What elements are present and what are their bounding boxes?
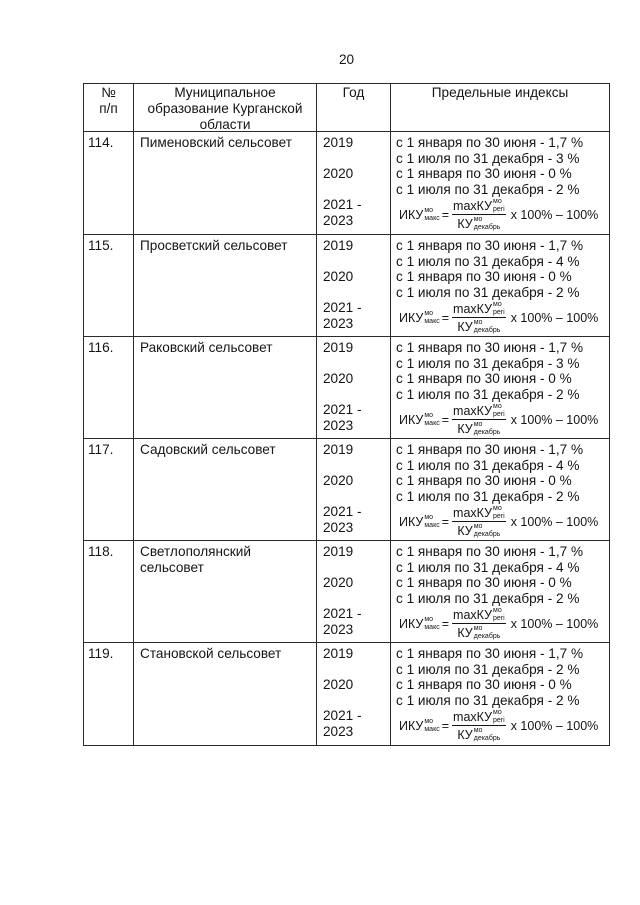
formula-denominator-sup: мо xyxy=(473,319,483,326)
formula-lhs xyxy=(399,616,440,631)
index-line: с 1 января по 30 июня - 0 % xyxy=(396,473,572,489)
index-line: с 1 января по 30 июня - 1,7 % xyxy=(396,340,584,355)
formula-lhs-sub: макс xyxy=(424,522,440,529)
formula-numerator-scripts xyxy=(493,301,505,316)
formula-lhs-sup: мо xyxy=(424,207,434,214)
index-line: с 1 июля по 31 декабря - 2 % xyxy=(396,692,580,708)
formula-lhs-scripts xyxy=(424,412,439,427)
formula-numerator-sup: мо xyxy=(493,403,502,410)
formula-denominator-sup: мо xyxy=(473,421,483,428)
table-row xyxy=(84,132,610,235)
formula-numerator-base: maxКУ xyxy=(453,403,493,418)
formula-numerator-scripts xyxy=(493,607,505,622)
formula-denominator-base: КУ xyxy=(457,625,473,640)
index-formula xyxy=(399,197,598,232)
formula-lhs-sup: мо xyxy=(424,718,434,725)
formula-lhs-sub: макс xyxy=(424,624,440,631)
year-period-start: 2021 - xyxy=(323,606,362,622)
formula-lhs-scripts xyxy=(424,514,439,529)
year-2019: 2019 xyxy=(323,340,354,355)
index-formula xyxy=(399,708,598,743)
row-number-cell xyxy=(84,235,134,337)
formula-tail: х 100% – 100% xyxy=(510,514,599,529)
formula-numerator-sup: мо xyxy=(493,607,502,614)
formula-numerator-base: maxКУ xyxy=(453,607,493,622)
header-indices: Предельные индексы xyxy=(431,85,569,100)
municipality-cell xyxy=(134,337,317,439)
formula-lhs-base: ИКУ xyxy=(399,718,424,733)
header-number-symbol: № xyxy=(101,85,116,100)
municipality-cell xyxy=(134,439,317,541)
formula-denominator xyxy=(457,624,500,640)
table-header-row xyxy=(84,84,610,132)
municipality-name: Раковский сельсовет xyxy=(140,340,273,355)
index-line: с 1 июля по 31 декабря - 2 % xyxy=(396,488,580,504)
formula-equals: = xyxy=(441,514,450,529)
year-2020: 2020 xyxy=(323,371,354,387)
formula-lhs-sub: макс xyxy=(424,726,440,733)
indices-cell xyxy=(391,643,610,746)
formula-numerator-sup: мо xyxy=(493,505,502,512)
index-line: с 1 января по 30 июня - 0 % xyxy=(396,166,572,182)
index-formula xyxy=(399,504,598,539)
formula-tail: х 100% – 100% xyxy=(510,310,599,325)
municipality-cell xyxy=(134,235,317,337)
year-period-end: 2023 xyxy=(323,520,354,535)
formula-numerator xyxy=(452,505,506,522)
index-line: с 1 января по 30 июня - 1,7 % xyxy=(396,646,584,661)
formula-numerator-sub: peri xyxy=(493,513,505,520)
row-number: 114. xyxy=(88,135,114,150)
formula-denominator-scripts xyxy=(474,727,501,742)
year-period-end: 2023 xyxy=(323,213,354,228)
index-line: с 1 января по 30 июня - 0 % xyxy=(396,371,572,387)
municipality-cell xyxy=(134,643,317,746)
formula-denominator-base: КУ xyxy=(457,523,473,538)
formula-denominator-scripts xyxy=(474,625,501,640)
formula-equals: = xyxy=(441,718,450,733)
page-number: 20 xyxy=(338,52,355,67)
formula-denominator-sup: мо xyxy=(473,216,483,223)
year-period-start: 2021 - xyxy=(323,708,362,724)
formula-denominator-base: КУ xyxy=(457,319,473,334)
formula-denominator-sub: декабрь xyxy=(473,327,501,334)
year-cell xyxy=(317,235,391,337)
year-cell xyxy=(317,132,391,235)
formula-denominator-scripts xyxy=(474,319,501,334)
table-row xyxy=(84,235,610,337)
formula-lhs-scripts xyxy=(424,718,439,733)
formula-numerator-base: maxКУ xyxy=(453,301,493,316)
index-line: с 1 июля по 31 декабря - 2 % xyxy=(396,284,580,300)
year-period-end: 2023 xyxy=(323,418,354,433)
municipality-cell xyxy=(134,541,317,643)
index-line: с 1 января по 30 июня - 1,7 % xyxy=(396,238,584,253)
year-2020: 2020 xyxy=(323,166,354,182)
year-period-end: 2023 xyxy=(323,724,354,739)
formula-equals: = xyxy=(441,616,450,631)
index-line: с 1 января по 30 июня - 1,7 % xyxy=(396,544,584,559)
formula-fraction xyxy=(452,709,506,742)
formula-numerator-base: maxКУ xyxy=(453,198,493,213)
formula-lhs xyxy=(399,207,440,222)
table-body xyxy=(84,132,610,746)
row-number-cell xyxy=(84,541,134,643)
formula-numerator-scripts xyxy=(493,403,505,418)
formula-denominator-sup: мо xyxy=(473,625,483,632)
formula-denominator-base: КУ xyxy=(457,421,473,436)
formula-lhs-base: ИКУ xyxy=(399,207,424,222)
row-number: 118. xyxy=(88,544,114,559)
year-period-start: 2021 - xyxy=(323,504,362,520)
formula-numerator xyxy=(452,198,506,215)
year-cell xyxy=(317,541,391,643)
formula-numerator-base: maxКУ xyxy=(453,709,493,724)
header-number-abbr: п/п xyxy=(99,101,118,116)
formula-numerator-sub: peri xyxy=(493,411,505,418)
formula-fraction xyxy=(452,403,506,436)
municipality-cell xyxy=(134,132,317,235)
year-2019: 2019 xyxy=(323,135,354,150)
formula-numerator-sub: peri xyxy=(493,717,505,724)
formula-lhs-base: ИКУ xyxy=(399,412,424,427)
formula-denominator-sub: декабрь xyxy=(473,429,501,436)
formula-equals: = xyxy=(441,207,450,222)
year-period-start: 2021 - xyxy=(323,197,362,213)
formula-denominator xyxy=(457,318,500,334)
formula-numerator-sub: peri xyxy=(493,206,505,213)
index-line: с 1 июля по 31 декабря - 4 % xyxy=(396,457,580,473)
formula-lhs-scripts xyxy=(424,310,439,325)
row-number-cell xyxy=(84,439,134,541)
formula-equals: = xyxy=(441,310,450,325)
formula-lhs-scripts xyxy=(424,616,439,631)
formula-numerator xyxy=(452,301,506,318)
row-number-cell xyxy=(84,337,134,439)
formula-denominator-sub: декабрь xyxy=(473,531,501,538)
year-2020: 2020 xyxy=(323,677,354,693)
municipality-name: Пименовский сельсовет xyxy=(140,135,292,150)
index-formula xyxy=(399,606,598,641)
formula-denominator xyxy=(457,726,500,742)
index-formula xyxy=(399,300,598,335)
header-year-cell xyxy=(317,84,391,132)
formula-lhs-base: ИКУ xyxy=(399,310,424,325)
formula-denominator-sup: мо xyxy=(473,727,483,734)
year-2019: 2019 xyxy=(323,442,354,457)
formula-denominator xyxy=(457,522,500,538)
formula-denominator-sub: декабрь xyxy=(473,633,501,640)
formula-denominator-scripts xyxy=(474,216,501,231)
index-line: с 1 января по 30 июня - 0 % xyxy=(396,677,572,693)
formula-numerator-scripts xyxy=(493,505,505,520)
table-row xyxy=(84,541,610,643)
formula-numerator xyxy=(452,709,506,726)
indices-table xyxy=(83,83,610,746)
formula-numerator-sup: мо xyxy=(493,198,502,205)
index-line: с 1 января по 30 июня - 0 % xyxy=(396,269,572,285)
formula-numerator-scripts xyxy=(493,709,505,724)
formula-lhs-sub: макс xyxy=(424,215,440,222)
formula-lhs-sub: макс xyxy=(424,318,440,325)
formula-denominator xyxy=(457,420,500,436)
municipality-name: Становской сельсовет xyxy=(140,646,282,661)
formula-lhs xyxy=(399,514,440,529)
table-row xyxy=(84,337,610,439)
formula-lhs-base: ИКУ xyxy=(399,514,424,529)
formula-lhs-sup: мо xyxy=(424,310,434,317)
formula-numerator-sub: peri xyxy=(493,615,505,622)
municipality-name: Светлополянский сельсовет xyxy=(140,544,251,575)
index-line: с 1 июля по 31 декабря - 2 % xyxy=(396,386,580,402)
year-period-end: 2023 xyxy=(323,316,354,331)
formula-fraction xyxy=(452,301,506,334)
index-line: с 1 июля по 31 декабря - 2 % xyxy=(396,181,580,197)
header-number-cell xyxy=(84,84,134,132)
index-line: с 1 июля по 31 декабря - 3 % xyxy=(396,150,580,166)
formula-tail: х 100% – 100% xyxy=(510,718,599,733)
formula-lhs-scripts xyxy=(424,207,439,222)
year-cell xyxy=(317,643,391,746)
indices-cell xyxy=(391,235,610,337)
formula-denominator-sub: декабрь xyxy=(473,224,501,231)
year-2019: 2019 xyxy=(323,646,354,661)
formula-denominator-scripts xyxy=(474,523,501,538)
formula-numerator xyxy=(452,403,506,420)
index-formula xyxy=(399,402,598,437)
formula-numerator-sup: мо xyxy=(493,301,502,308)
index-line: с 1 июля по 31 декабря - 2 % xyxy=(396,661,580,677)
municipality-name: Просветский сельсовет xyxy=(140,238,288,253)
formula-lhs-sup: мо xyxy=(424,514,434,521)
formula-fraction xyxy=(452,505,506,538)
formula-numerator-sub: peri xyxy=(493,309,505,316)
formula-lhs-sup: мо xyxy=(424,616,434,623)
year-2019: 2019 xyxy=(323,238,354,253)
formula-numerator-scripts xyxy=(493,198,505,213)
header-municipality: Муниципальное образование Курганской области xyxy=(147,85,303,132)
formula-denominator-scripts xyxy=(474,421,501,436)
formula-denominator-sub: декабрь xyxy=(473,735,501,742)
table-row xyxy=(84,643,610,746)
index-line: с 1 июля по 31 декабря - 4 % xyxy=(396,559,580,575)
index-line: с 1 января по 30 июня - 0 % xyxy=(396,575,572,591)
formula-tail: х 100% – 100% xyxy=(510,616,599,631)
year-2020: 2020 xyxy=(323,575,354,591)
formula-lhs xyxy=(399,310,440,325)
row-number: 116. xyxy=(88,340,114,355)
year-period-start: 2021 - xyxy=(323,402,362,418)
formula-equals: = xyxy=(441,412,450,427)
index-line: с 1 июля по 31 декабря - 4 % xyxy=(396,253,580,269)
formula-lhs-base: ИКУ xyxy=(399,616,424,631)
year-2019: 2019 xyxy=(323,544,354,559)
header-indices-cell xyxy=(391,84,610,132)
index-line: с 1 января по 30 июня - 1,7 % xyxy=(396,135,584,150)
year-cell xyxy=(317,439,391,541)
formula-denominator-sup: мо xyxy=(473,523,483,530)
index-line: с 1 июля по 31 декабря - 2 % xyxy=(396,590,580,606)
formula-numerator xyxy=(452,607,506,624)
indices-cell xyxy=(391,132,610,235)
formula-tail: х 100% – 100% xyxy=(510,207,599,222)
row-number-cell xyxy=(84,643,134,746)
formula-denominator-base: КУ xyxy=(457,216,473,231)
year-cell xyxy=(317,337,391,439)
year-2020: 2020 xyxy=(323,269,354,285)
formula-lhs xyxy=(399,718,440,733)
table-row xyxy=(84,439,610,541)
formula-lhs xyxy=(399,412,440,427)
index-line: с 1 июля по 31 декабря - 3 % xyxy=(396,355,580,371)
formula-denominator xyxy=(457,215,500,231)
indices-cell xyxy=(391,337,610,439)
row-number: 119. xyxy=(88,646,114,661)
row-number: 117. xyxy=(88,442,114,457)
formula-numerator-base: maxКУ xyxy=(453,505,493,520)
formula-fraction xyxy=(452,607,506,640)
index-line: с 1 января по 30 июня - 1,7 % xyxy=(396,442,584,457)
row-number-cell xyxy=(84,132,134,235)
indices-cell xyxy=(391,439,610,541)
formula-fraction xyxy=(452,198,506,231)
row-number: 115. xyxy=(88,238,114,253)
formula-lhs-sub: макс xyxy=(424,420,440,427)
formula-numerator-sup: мо xyxy=(493,709,502,716)
year-2020: 2020 xyxy=(323,473,354,489)
year-period-start: 2021 - xyxy=(323,300,362,316)
header-municipality-cell xyxy=(134,84,317,132)
year-period-end: 2023 xyxy=(323,622,354,637)
formula-tail: х 100% – 100% xyxy=(510,412,599,427)
municipality-name: Садовский сельсовет xyxy=(140,442,276,457)
formula-lhs-sup: мо xyxy=(424,412,434,419)
formula-denominator-base: КУ xyxy=(457,727,473,742)
indices-cell xyxy=(391,541,610,643)
header-year: Год xyxy=(342,85,365,100)
